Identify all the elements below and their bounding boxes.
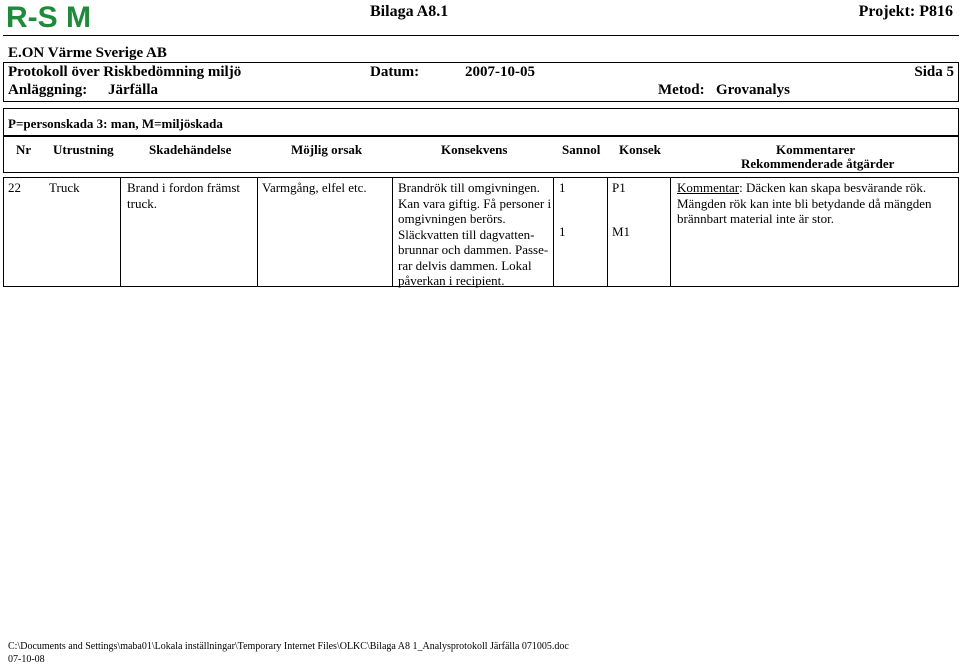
row-nr: 22 xyxy=(8,180,21,195)
col-probability: Sannol xyxy=(562,142,601,157)
row-equipment: Truck xyxy=(49,180,80,195)
row-comment-line1 xyxy=(677,180,926,196)
page-number: Sida 5 xyxy=(914,64,954,80)
column-divider xyxy=(257,177,258,286)
row-probability-m: 1 xyxy=(559,224,566,239)
header-divider xyxy=(3,35,959,36)
facility-label: Anläggning: xyxy=(8,82,88,98)
col-actions: Rekommenderade åtgärder xyxy=(741,156,895,171)
company-logo: R-S M xyxy=(6,1,91,34)
protocol-title: Protokoll över Riskbedömning miljö xyxy=(8,64,242,80)
column-divider xyxy=(392,177,393,286)
row-consequence-p: P1 xyxy=(612,180,626,195)
date-value: 2007-10-05 xyxy=(465,64,535,80)
method-value: Grovanalys xyxy=(716,82,790,98)
column-divider xyxy=(670,177,671,286)
project-label: Projekt: P816 xyxy=(858,3,953,20)
column-divider xyxy=(120,177,121,286)
facility-value: Järfälla xyxy=(108,82,158,98)
row-consequence-line: brunnar och dammen. Passe- xyxy=(398,242,549,257)
row-consequence-line: Brandrök till omgivningen. xyxy=(398,180,540,195)
row-consequence-line: rar delvis dammen. Lokal xyxy=(398,257,532,273)
col-consequence-short: Konsek xyxy=(619,142,661,157)
footer-file-path: C:\Documents and Settings\maba01\Lokala inställningar\Temporary Internet Files\OLKC\Bilaga A8 1_Analysprotokoll Järfälla 071005.doc xyxy=(8,641,569,652)
column-header-box xyxy=(3,136,959,173)
row-consequence-line: påverkan i recipient. xyxy=(398,273,505,288)
col-event: Skadehändelse xyxy=(149,142,232,157)
row-comment-line2: Mängden rök kan inte bli betydande då mängden xyxy=(677,195,932,211)
col-equipment: Utrustning xyxy=(53,142,114,157)
col-nr: Nr xyxy=(16,142,32,157)
footer-date: 07-10-08 xyxy=(8,654,45,665)
column-divider xyxy=(607,177,608,286)
row-event-line1: Brand i fordon främst xyxy=(127,180,241,195)
row-cause: Varmgång, elfel etc. xyxy=(262,180,367,195)
row-consequence-line: omgivningen berörs. xyxy=(398,211,506,226)
row-probability-p: 1 xyxy=(559,180,566,195)
comment-label: Kommentar xyxy=(677,180,740,195)
legend-text: P=personskada 3: man, M=miljöskada xyxy=(8,116,223,131)
method-label: Metod: xyxy=(658,82,705,98)
comment-text: : Däcken kan skapa besvärande rök. xyxy=(739,180,927,195)
appendix-label: Bilaga A8.1 xyxy=(370,3,449,20)
col-cause: Möjlig orsak xyxy=(291,142,363,157)
date-label: Datum: xyxy=(370,64,420,80)
col-comments: Kommentarer xyxy=(776,142,856,157)
row-consequence-line: Kan vara giftig. Få personer i xyxy=(398,195,552,211)
column-divider xyxy=(553,177,554,286)
protocol-box xyxy=(3,62,959,102)
row-comment-line3: brännbart material inte är stor. xyxy=(677,211,835,226)
row-consequence-line: Släckvatten till dagvatten- xyxy=(398,226,535,242)
row-consequence-m: M1 xyxy=(612,224,631,239)
company-name: E.ON Värme Sverige AB xyxy=(8,45,167,61)
row-event-line2: truck. xyxy=(127,195,157,211)
col-consequence: Konsekvens xyxy=(441,142,508,157)
